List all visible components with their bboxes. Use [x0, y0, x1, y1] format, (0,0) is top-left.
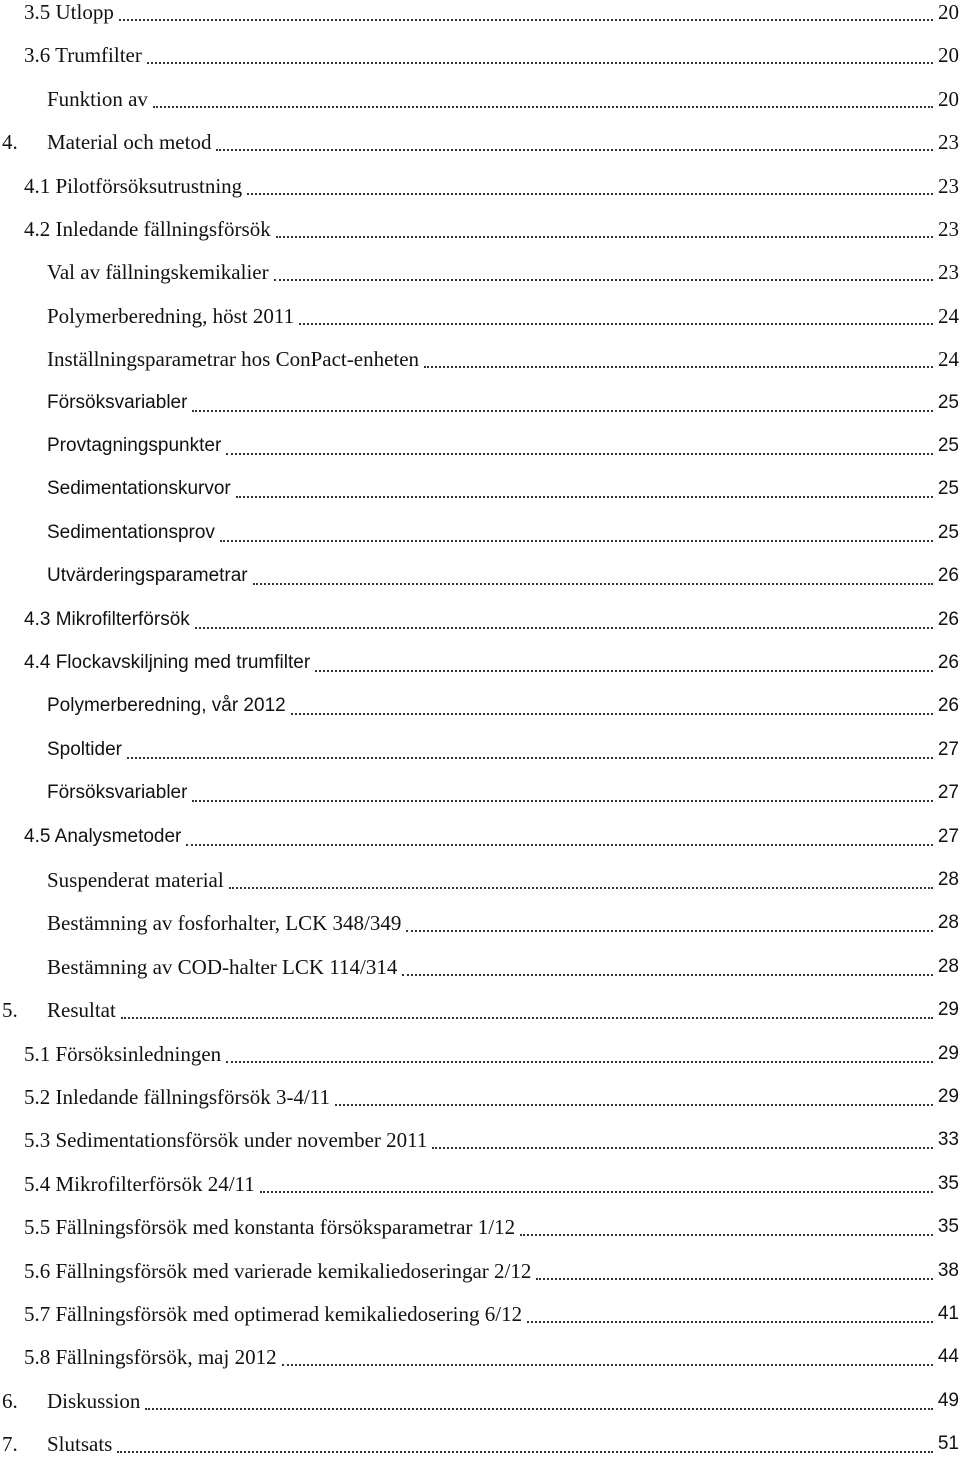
toc-entry-page-number: 26 — [937, 608, 959, 630]
dot-leader — [406, 928, 933, 932]
toc-entry-page-number: 25 — [937, 435, 959, 456]
toc-entry[interactable] — [0, 1432, 960, 1475]
toc-entry[interactable] — [0, 1042, 960, 1085]
toc-entry[interactable] — [0, 1302, 960, 1345]
dot-leader — [145, 1406, 933, 1410]
toc-entry-title: Material och metod — [47, 130, 212, 155]
toc-entry[interactable] — [0, 781, 960, 824]
toc-entry-title: Inställningsparametrar hos ConPact-enheten — [47, 347, 420, 372]
toc-entry-title: Val av fällningskemikalier — [47, 260, 269, 285]
dot-leader — [520, 1232, 933, 1236]
toc-entry-page-number: 27 — [937, 825, 959, 847]
toc-entry[interactable] — [0, 1345, 960, 1388]
toc-entry[interactable] — [0, 868, 960, 911]
toc-entry-page-number: 23 — [938, 173, 959, 198]
dot-leader — [276, 234, 933, 238]
toc-entry[interactable] — [0, 130, 960, 173]
toc-entry[interactable] — [0, 1215, 960, 1258]
dot-leader — [432, 1145, 932, 1149]
dot-leader — [536, 1276, 932, 1280]
dot-leader — [424, 364, 933, 368]
toc-entry-title: Bestämning av COD-halter LCK 114/314 — [47, 954, 398, 979]
toc-entry[interactable] — [0, 87, 960, 130]
toc-entry-title: 5.7 Fällningsförsök med optimerad kemikaliedosering 6/12 — [24, 1302, 523, 1326]
toc-entry-title: 5.4 Mikrofilterförsök 24/11 — [24, 1171, 255, 1196]
toc-entry-page-number: 33 — [937, 1129, 959, 1151]
toc-entry[interactable] — [0, 1085, 960, 1128]
toc-entry-page-number: 28 — [937, 869, 959, 890]
toc-entry[interactable] — [0, 1259, 960, 1302]
toc-entry-page-number: 23 — [938, 130, 959, 155]
toc-entry-page-number: 28 — [937, 912, 959, 934]
toc-entry-page-number: 25 — [937, 391, 959, 413]
toc-entry[interactable] — [0, 434, 960, 477]
dot-leader — [247, 191, 933, 195]
dot-leader — [282, 1362, 933, 1366]
toc-entry[interactable] — [0, 651, 960, 694]
toc-entry-title: Utvärderingsparametrar — [47, 565, 248, 587]
toc-entry-page-number: 23 — [938, 260, 959, 285]
dot-leader — [226, 1059, 933, 1063]
dot-leader — [260, 1189, 933, 1193]
toc-entry-title: Polymerberedning, vår 2012 — [47, 695, 286, 717]
toc-entry[interactable] — [0, 564, 960, 607]
dot-leader — [236, 494, 933, 498]
dot-leader — [192, 408, 932, 412]
toc-entry-title: 3.5 Utlopp — [24, 0, 114, 24]
toc-entry-page-number: 29 — [937, 1042, 959, 1064]
dot-leader — [299, 321, 933, 325]
toc-entry-page-number: 28 — [937, 955, 959, 977]
toc-entry[interactable] — [0, 43, 960, 86]
toc-entry-number: 7. — [2, 1432, 18, 1457]
toc-entry-number: 5. — [2, 998, 18, 1023]
dot-leader — [229, 885, 933, 889]
toc-entry-title: 4.2 Inledande fällningsförsök — [24, 217, 271, 241]
toc-entry-title: Sedimentationsprov — [47, 521, 215, 543]
toc-entry-page-number: 27 — [937, 782, 959, 804]
dot-leader — [195, 625, 933, 629]
toc-entry-page-number: 26 — [937, 695, 959, 717]
dot-leader — [186, 842, 932, 846]
toc-entry-title: 5.2 Inledande fällningsförsök 3-4/11 — [24, 1085, 330, 1109]
toc-entry-page-number: 20 — [938, 43, 959, 68]
toc-entry-title: 4.5 Analysmetoder — [24, 825, 182, 847]
toc-entry-title: 5.3 Sedimentationsförsök under november 2011 — [24, 1128, 428, 1153]
toc-entry[interactable] — [0, 1389, 960, 1432]
toc-entry-title: 5.5 Fällningsförsök med konstanta försöksparametrar 1/12 — [24, 1215, 516, 1240]
dot-leader — [253, 581, 933, 585]
dot-leader — [527, 1319, 933, 1323]
dot-leader — [117, 1449, 933, 1453]
toc-entry-title: 4.4 Flockavskiljning med trumfilter — [24, 652, 311, 673]
toc-entry-page-number: 29 — [937, 999, 959, 1021]
toc-entry-page-number: 24 — [938, 347, 959, 372]
toc-entry-title: Sedimentationskurvor — [47, 478, 231, 500]
toc-entry[interactable] — [0, 521, 960, 564]
toc-entry-page-number: 25 — [937, 521, 959, 543]
dot-leader — [121, 1015, 933, 1019]
toc-entry[interactable] — [0, 825, 960, 868]
toc-entry-page-number: 25 — [937, 478, 959, 500]
toc-entry-title: Diskussion — [47, 1388, 141, 1413]
toc-entry-page-number: 38 — [937, 1259, 959, 1281]
toc-entry[interactable] — [0, 608, 960, 651]
toc-entry-title: Polymerberedning, höst 2011 — [47, 303, 295, 328]
toc-entry[interactable] — [0, 477, 960, 520]
toc-entry-page-number: 26 — [937, 652, 959, 673]
toc-entry[interactable] — [0, 911, 960, 954]
toc-entry-number: 6. — [2, 1388, 18, 1413]
toc-entry[interactable] — [0, 304, 960, 347]
toc-entry[interactable] — [0, 1172, 960, 1215]
toc-entry-title: Försöksvariabler — [47, 391, 188, 413]
dot-leader — [192, 798, 932, 802]
toc-entry[interactable] — [0, 217, 960, 260]
toc-entry-page-number: 23 — [938, 217, 959, 241]
dot-leader — [147, 60, 933, 64]
toc-entry-title: Resultat — [47, 998, 116, 1023]
toc-entry-title: 3.6 Trumfilter — [24, 43, 142, 68]
toc-entry-title: 5.6 Fällningsförsök med varierade kemikaliedoseringar 2/12 — [24, 1258, 532, 1283]
toc-entry[interactable] — [0, 260, 960, 303]
toc-entry[interactable] — [0, 347, 960, 390]
toc-entry-title: Bestämning av fosforhalter, LCK 348/349 — [47, 911, 402, 936]
toc-entry[interactable] — [0, 738, 960, 781]
dot-leader — [127, 755, 933, 759]
toc-entry-page-number: 49 — [937, 1389, 959, 1411]
toc-entry-page-number: 27 — [937, 738, 959, 760]
dot-leader — [315, 668, 933, 672]
dot-leader — [153, 104, 933, 108]
dot-leader — [291, 711, 933, 715]
toc-entry[interactable] — [0, 174, 960, 217]
dot-leader — [402, 972, 933, 976]
toc-entry-number: 4. — [2, 130, 18, 155]
toc-entry-title: Försöksvariabler — [47, 782, 188, 804]
toc-entry-title: Slutsats — [47, 1432, 113, 1457]
toc-entry-title: Suspenderat material — [47, 868, 224, 892]
toc-entry[interactable] — [0, 391, 960, 434]
toc-entry-page-number: 41 — [937, 1303, 959, 1324]
toc-entry[interactable] — [0, 0, 960, 43]
dot-leader — [216, 147, 933, 151]
toc-entry-page-number: 29 — [937, 1086, 959, 1107]
toc-entry-title: 5.1 Försöksinledningen — [24, 1041, 222, 1066]
toc-entry[interactable] — [0, 955, 960, 998]
dot-leader — [274, 277, 933, 281]
toc-entry-page-number: 35 — [937, 1216, 959, 1238]
toc-entry-page-number: 20 — [938, 86, 959, 111]
toc-entry-title: 4.1 Pilotförsöksutrustning — [24, 173, 243, 198]
dot-leader — [119, 17, 933, 21]
toc-entry[interactable] — [0, 998, 960, 1041]
toc-entry-page-number: 26 — [937, 565, 959, 587]
dot-leader — [226, 451, 933, 455]
dot-leader — [220, 538, 933, 542]
dot-leader — [335, 1102, 933, 1106]
toc-entry-page-number: 24 — [938, 303, 959, 328]
toc-entry-title: 4.3 Mikrofilterförsök — [24, 608, 190, 630]
toc-entry-page-number: 44 — [937, 1346, 959, 1368]
toc-entry-title: Funktion av — [47, 86, 148, 111]
toc-entry-title: Provtagningspunkter — [47, 435, 222, 456]
toc-entry[interactable] — [0, 694, 960, 737]
toc-entry-page-number: 20 — [938, 0, 959, 24]
toc-entry-title: 5.8 Fällningsförsök, maj 2012 — [24, 1345, 277, 1370]
toc-entry-page-number: 51 — [937, 1433, 959, 1455]
toc-entry[interactable] — [0, 1128, 960, 1171]
toc-entry-title: Spoltider — [47, 738, 122, 760]
toc-entry-page-number: 35 — [937, 1172, 959, 1194]
